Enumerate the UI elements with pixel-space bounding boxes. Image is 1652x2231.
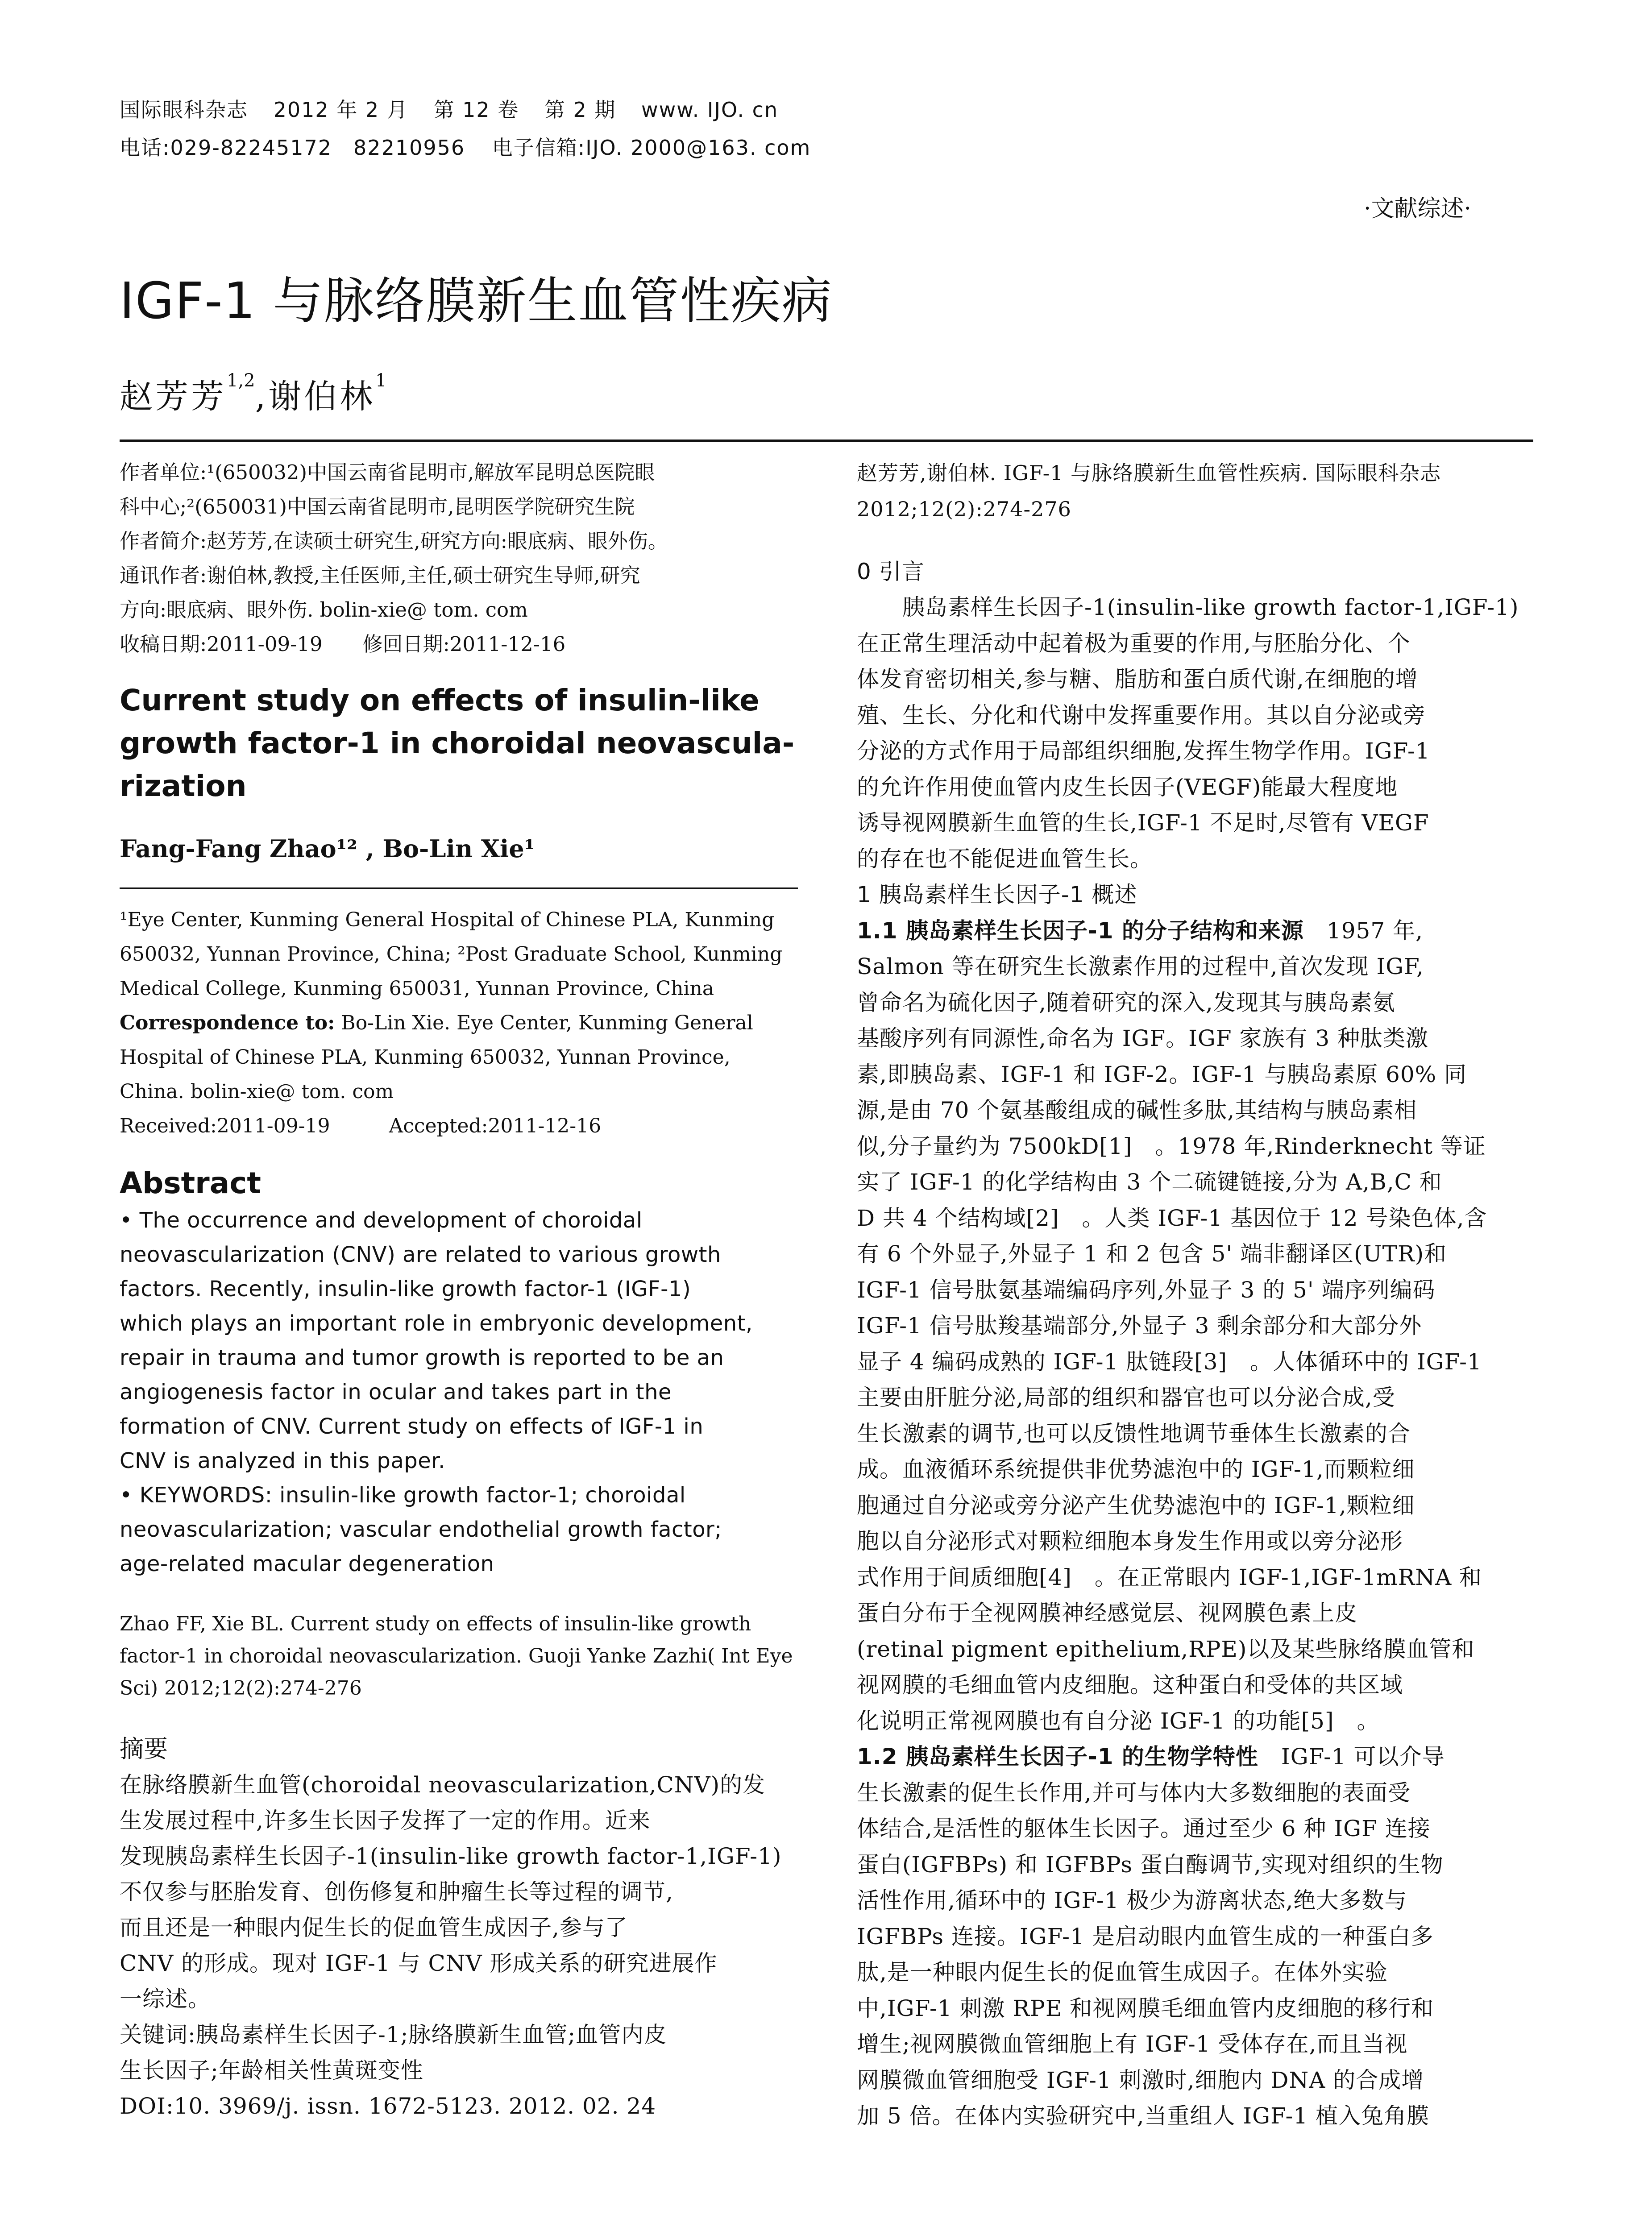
volume: 第 12 卷	[433, 98, 519, 122]
abstract-heading: Abstract	[120, 1166, 261, 1200]
right-column	[857, 455, 1540, 2134]
body-line: (retinal pigment epithelium,RPE)以及某些脉络膜血管和	[857, 1636, 1475, 1662]
body-line: 的存在也不能促进血管生长。	[857, 846, 1153, 872]
cn-abstract-line: 发现胰岛素样生长因子-1(insulin-like growth factor-1,IGF-1)	[120, 1843, 782, 1869]
address-line: ¹Eye Center, Kunming General Hospital of Chinese PLA, Kunming	[120, 908, 775, 931]
body-line: 胞通过自分泌或旁分泌产生优势滤泡中的 IGF-1,颗粒细	[857, 1492, 1415, 1518]
body-line: 素,即胰岛素、IGF-1 和 IGF-2。IGF-1 与胰岛素原 60% 同	[857, 1061, 1467, 1087]
body-line: 殖、生长、分化和代谢中发挥重要作用。其以自分泌或旁	[857, 702, 1426, 728]
section-heading-1: 1 胰岛素样生长因子-1 概述	[857, 882, 1137, 908]
keywords-line: • KEYWORDS: insulin-like growth factor-1; choroidal	[120, 1483, 686, 1508]
citation-line: factor-1 in choroidal neovascularization. Guoji Yanke Zazhi( Int Eye	[120, 1645, 793, 1667]
body-line: 加 5 倍。在体内实验研究中,当重组人 IGF-1 植入兔角膜	[857, 2103, 1430, 2129]
body-line: 实了 IGF-1 的化学结构由 3 个二硫键链接,分为 A,B,C 和	[857, 1169, 1442, 1195]
cn-citation-line: 赵芳芳,谢伯林. IGF-1 与脉络膜新生血管性疾病. 国际眼科杂志	[857, 461, 1441, 485]
abstract-line: neovascularization (CNV) are related to various growth	[120, 1242, 721, 1267]
body-line: 有 6 个外显子,外显子 1 和 2 包含 5' 端非翻译区(UTR)和	[857, 1241, 1447, 1267]
cn-abstract-line: 不仅参与胚胎发育、创伤修复和肿瘤生长等过程的调节,	[120, 1879, 673, 1905]
body-text: 1957 年,	[1303, 917, 1423, 944]
info-line: 通讯作者:谢伯林,教授,主任医师,主任,硕士研究生导师,研究	[120, 564, 640, 587]
cn-citation-line: 2012;12(2):274-276	[857, 497, 1071, 521]
body-line: IGFBPs 连接。IGF-1 是启动眼内血管生成的一种蛋白多	[857, 1923, 1434, 1949]
body-line: 显子 4 编码成熟的 IGF-1 肽链段[3] 。人体循环中的 IGF-1	[857, 1348, 1482, 1375]
body-line: 网膜微血管细胞受 IGF-1 刺激时,细胞内 DNA 的合成增	[857, 2067, 1424, 2093]
keywords-line: age-related macular degeneration	[120, 1551, 494, 1576]
body-line: 蛋白(IGFBPs) 和 IGFBPs 蛋白酶调节,实现对组织的生物	[857, 1851, 1444, 1878]
chinese-abstract	[120, 1767, 798, 2124]
subsection-line	[857, 913, 1540, 949]
english-title	[120, 679, 798, 808]
body-line: Salmon 等在研究生长激素作用的过程中,首次发现 IGF,	[857, 954, 1424, 979]
body-line: 活性作用,循环中的 IGF-1 极少为游离状态,绝大多数与	[857, 1887, 1407, 1913]
abstract-line: formation of CNV. Current study on effects of IGF-1 in	[120, 1414, 704, 1439]
body-line: 胰岛素样生长因子-1(insulin-like growth factor-1,IGF-1)	[857, 594, 1519, 620]
english-citation	[120, 1608, 798, 1704]
abstract-line: angiogenesis factor in ocular and takes part in the	[120, 1380, 672, 1405]
body-line: 源,是由 70 个氨基酸组成的碱性多肽,其结构与胰岛素相	[857, 1097, 1417, 1123]
correspondence-line: Hospital of Chinese PLA, Kunming 650032, Yunnan Province,	[120, 1046, 731, 1069]
body-line: 视网膜的毛细血管内皮细胞。这种蛋白和受体的共区域	[857, 1672, 1403, 1698]
keywords-line: neovascularization; vascular endothelial growth factor;	[120, 1517, 722, 1542]
subsection-line	[857, 1739, 1540, 1775]
body-line: IGF-1 信号肽氨基端编码序列,外显子 3 的 5' 端序列编码	[857, 1277, 1436, 1303]
phone: 电话:029-82245172 82210956	[120, 136, 465, 160]
journal-name: 国际眼科杂志	[120, 98, 248, 122]
body-line: 生长激素的促生长作用,并可与体内大多数细胞的表面受	[857, 1779, 1411, 1806]
body-line: 在正常生理活动中起着极为重要的作用,与胚胎分化、个	[857, 630, 1411, 656]
subsection-heading-1-2: 1.2 胰岛素样生长因子-1 的生物学特性	[857, 1744, 1258, 1770]
cn-abstract-line: 一综述。	[120, 1986, 211, 2012]
cn-abstract-line: 在脉络膜新生血管(choroidal neovascularization,CNV)的发	[120, 1772, 766, 1798]
citation-line: Sci) 2012;12(2):274-276	[120, 1677, 362, 1700]
body-line: IGF-1 信号肽羧基端部分,外显子 3 剩余部分和大部分外	[857, 1313, 1422, 1339]
author-name: 谢伯林	[268, 377, 376, 416]
authors-divider	[120, 887, 798, 889]
body-line: 体发育密切相关,参与糖、脂肪和蛋白质代谢,在细胞的增	[857, 666, 1418, 692]
body-line: 生长激素的调节,也可以反馈性地调节垂体生长激素的合	[857, 1420, 1411, 1447]
cn-keywords-line: 生长因子;年龄相关性黄斑变性	[120, 2057, 423, 2083]
website: www. IJO. cn	[641, 98, 779, 122]
body-text: IGF-1 可以介导	[1258, 1744, 1445, 1770]
journal-header-line2	[120, 132, 830, 161]
abstract-line: repair in trauma and tumor growth is reported to be an	[120, 1345, 724, 1370]
body-line: D 共 4 个结构域[2] 。人类 IGF-1 基因位于 12 号染色体,含	[857, 1205, 1487, 1231]
issue: 第 2 期	[544, 98, 616, 122]
abstract-line: • The occurrence and development of choroidal	[120, 1208, 643, 1233]
author-separator: ,	[255, 377, 269, 416]
info-line: 方向:眼底病、眼外伤. bolin-xie@ tom. com	[120, 598, 528, 622]
address-line: Medical College, Kunming 650031, Yunnan Province, China	[120, 977, 714, 1000]
article-authors	[120, 370, 387, 418]
correspondence-label: Correspondence to:	[120, 1012, 335, 1034]
received-line: Received:2011-09-19 Accepted:2011-12-16	[120, 1115, 602, 1137]
correspondence-line	[120, 1006, 798, 1040]
body-line: 似,分子量约为 7500kD[1] 。1978 年,Rinderknecht 等证	[857, 1133, 1486, 1159]
body-line: 体结合,是活性的躯体生长因子。通过至少 6 种 IGF 连接	[857, 1816, 1431, 1841]
abstract-body	[120, 1203, 798, 1581]
english-title-line: rization	[120, 769, 247, 803]
english-authors: Fang-Fang Zhao¹² , Bo-Lin Xie¹	[120, 834, 535, 863]
section-tag: ·文献综述·	[1363, 195, 1471, 222]
english-title-line: growth factor-1 in choroidal neovascula-	[120, 726, 795, 760]
journal-header-line1	[120, 94, 796, 123]
citation-line: Zhao FF, Xie BL. Current study on effects of insulin-like growth	[120, 1613, 751, 1635]
cn-abstract-line: 生发展过程中,许多生长因子发挥了一定的作用。近来	[120, 1808, 651, 1833]
body-line: 分泌的方式作用于局部组织细胞,发挥生物学作用。IGF-1	[857, 738, 1430, 764]
body-line: 蛋白分布于全视网膜神经感觉层、视网膜色素上皮	[857, 1600, 1357, 1626]
cn-abstract-line: CNV 的形成。现对 IGF-1 与 CNV 形成关系的研究进展作	[120, 1950, 718, 1976]
author-affiliation-mark: 1,2	[227, 370, 255, 391]
info-line: 作者简介:赵芳芳,在读硕士研究生,研究方向:眼底病、眼外伤。	[120, 529, 668, 553]
body-line: 增生;视网膜微血管细胞上有 IGF-1 受体存在,而且当视	[857, 2031, 1408, 2057]
body-line: 的允许作用使血管内皮生长因子(VEGF)能最大程度地	[857, 774, 1398, 800]
english-address	[120, 903, 798, 1143]
address-line: 650032, Yunnan Province, China; ²Post Graduate School, Kunming	[120, 943, 783, 966]
section-heading-intro: 0 引言	[857, 559, 925, 585]
author-info	[120, 455, 798, 661]
body-line: 主要由肝脏分泌,局部的组织和器官也可以分泌合成,受	[857, 1385, 1395, 1410]
body-line: 中,IGF-1 刺激 RPE 和视网膜毛细血管内皮细胞的移行和	[857, 1995, 1434, 2021]
abstract-line: factors. Recently, insulin-like growth factor-1 (IGF-1)	[120, 1277, 691, 1302]
issue-date: 2012 年 2 月	[273, 98, 408, 122]
english-title-line: Current study on effects of insulin-like	[120, 683, 760, 717]
doi: DOI:10. 3969/j. issn. 1672-5123. 2012. 02. 24	[120, 2093, 656, 2119]
email: 电子信箱:IJO. 2000@163. com	[492, 136, 811, 160]
body-line: 成。血液循环系统提供非优势滤泡中的 IGF-1,而颗粒细	[857, 1456, 1415, 1482]
body-line: 基酸序列有同源性,命名为 IGF。IGF 家族有 3 种肽类激	[857, 1025, 1429, 1051]
body-line: 式作用于间质细胞[4] 。在正常眼内 IGF-1,IGF-1mRNA 和	[857, 1564, 1482, 1590]
chinese-abstract-heading: 摘要	[120, 1735, 168, 1763]
correspondence-text: Bo-Lin Xie. Eye Center, Kunming General	[335, 1012, 753, 1034]
info-line: 科中心;²(650031)中国云南省昆明市,昆明医学院研究生院	[120, 495, 635, 518]
info-line: 作者单位:¹(650032)中国云南省昆明市,解放军昆明总医院眼	[120, 460, 655, 484]
body-line: 诱导视网膜新生血管的生长,IGF-1 不足时,尽管有 VEGF	[857, 810, 1429, 836]
correspondence-line: China. bolin-xie@ tom. com	[120, 1080, 394, 1103]
left-column	[120, 455, 798, 2124]
body-line: 曾命名为硫化因子,随着研究的深入,发现其与胰岛素氨	[857, 989, 1395, 1016]
info-line: 收稿日期:2011-09-19 修回日期:2011-12-16	[120, 632, 566, 656]
author-name: 赵芳芳	[120, 377, 227, 416]
abstract-line: CNV is analyzed in this paper.	[120, 1448, 445, 1473]
body-line: 胞以自分泌形式对颗粒细胞本身发生作用或以旁分泌形	[857, 1528, 1403, 1554]
title-divider	[120, 440, 1533, 442]
body-line: 化说明正常视网膜也有自分泌 IGF-1 的功能[5] 。	[857, 1708, 1380, 1734]
cn-keywords-line: 关键词:胰岛素样生长因子-1;脉络膜新生血管;血管内皮	[120, 2022, 667, 2048]
article-title: IGF-1 与脉络膜新生血管性疾病	[120, 272, 833, 330]
subsection-heading-1-1: 1.1 胰岛素样生长因子-1 的分子结构和来源	[857, 917, 1304, 944]
body-line: 肽,是一种眼内促生长的促血管生成因子。在体外实验	[857, 1959, 1388, 1985]
abstract-line: which plays an important role in embryonic development,	[120, 1311, 753, 1336]
author-affiliation-mark: 1	[375, 370, 387, 391]
cn-abstract-line: 而且还是一种眼内促生长的促血管生成因子,参与了	[120, 1915, 628, 1941]
